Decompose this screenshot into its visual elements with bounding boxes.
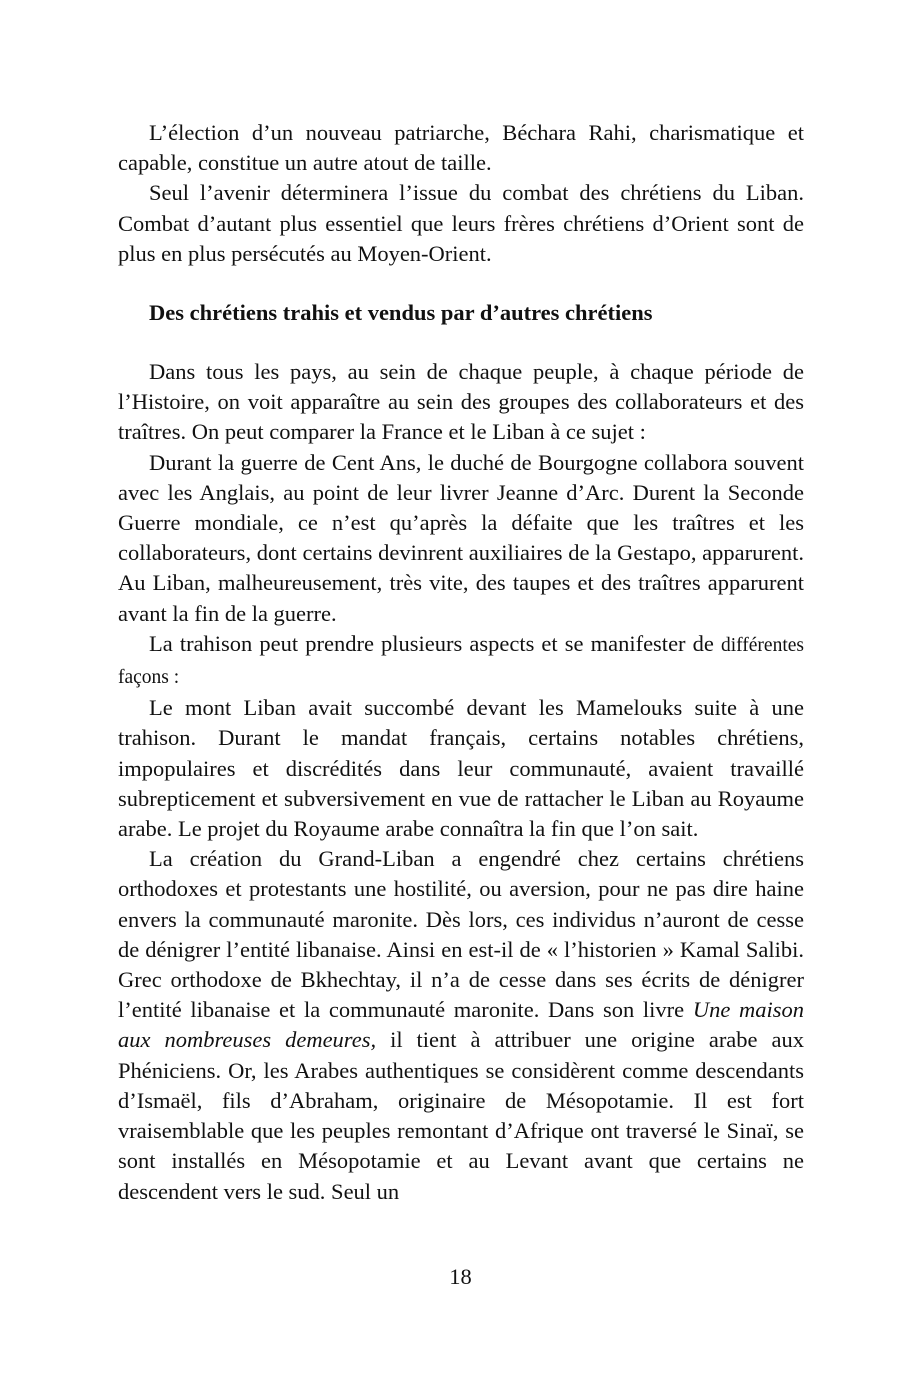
book-title: Une maison aux nombreuses demeures, bbox=[118, 997, 804, 1053]
paragraph-grand-liban bbox=[118, 844, 804, 1206]
paragraph-trahison-small: différentes façons : bbox=[118, 634, 804, 689]
paragraph-grand-liban-part1: La création du Grand-Liban a engendré chez certains chrétiens orthodoxes et protestants une hostilité, ou aversion, pour ne pas dire haine envers la communauté maronite. Dès lors, ces individus n’auront de cesse de dénigrer l’entité libanaise. Ainsi en est-il de « l’historien » Kamal Salibi. Grec orthodoxe de Bkhechtay, il n’a de cesse dans ses écrits de dénigrer l’entité libanaise et la communauté maronite. Dans son livre bbox=[118, 846, 804, 1023]
paragraph-grand-liban-part2: il tient à attribuer une origine arabe aux Phéniciens. Or, les Arabes authentiques se considèrent comme descendants d’Ismaël, fils d’Abraham, originaire de Mésopotamie. Il est fort vraisemblable que les peuples remontant d’Afrique ont traversé le Sinaï, se sont installés en Mésopotamie et au Levant avant que certains ne descendent vers le sud. Seul un bbox=[118, 1027, 804, 1204]
paragraph-election: L’élection d’un nouveau patriarche, Béchara Rahi, charismatique et capable, constitue un autre atout de taille. bbox=[118, 120, 804, 176]
spacer bbox=[118, 328, 804, 357]
section-heading: Des chrétiens trahis et vendus par d’autres chrétiens bbox=[149, 300, 653, 326]
paragraph-trahison-main: La trahison peut prendre plusieurs aspects et se manifester de bbox=[149, 630, 714, 656]
page-body bbox=[118, 118, 804, 1207]
paragraph-mont-liban: Le mont Liban avait succombé devant les Mamelouks suite à une trahison. Durant le mandat français, certains notables chrétiens, impopulaires et discrédités dans leur communauté, avaient travaillé subrepticement et subversivement en vue de rattacher le Liban au Royaume arabe. Le projet du Royaume arabe connaîtra la fin que l’on sait. bbox=[118, 695, 804, 842]
paragraph-pays: Dans tous les pays, au sein de chaque peuple, à chaque période de l’Histoire, on voit apparaître au sein des groupes des collaborateurs et des traîtres. On peut comparer la France et le Liban à ce sujet : bbox=[118, 359, 804, 445]
spacer bbox=[118, 269, 804, 298]
paragraph-trahison bbox=[118, 629, 804, 693]
paragraph-avenir: Seul l’avenir déterminera l’issue du combat des chrétiens du Liban. Combat d’autant plus essentiel que leurs frères chrétiens d’Orient sont de plus en plus persécutés au Moyen-Orient. bbox=[118, 180, 804, 266]
paragraph-cent-ans: Durant la guerre de Cent Ans, le duché de Bourgogne collabora souvent avec les Anglais, au point de leur livrer Jeanne d’Arc. Durent la Seconde Guerre mondiale, ce n’est qu’après la défaite que les traîtres et les collaborateurs, dont certains devinrent auxiliaires de la Gestapo, apparurent. Au Liban, malheureusement, très vite, des taupes et des traîtres apparurent avant la fin de la guerre. bbox=[118, 449, 804, 626]
page-number: 18 bbox=[449, 1264, 472, 1289]
